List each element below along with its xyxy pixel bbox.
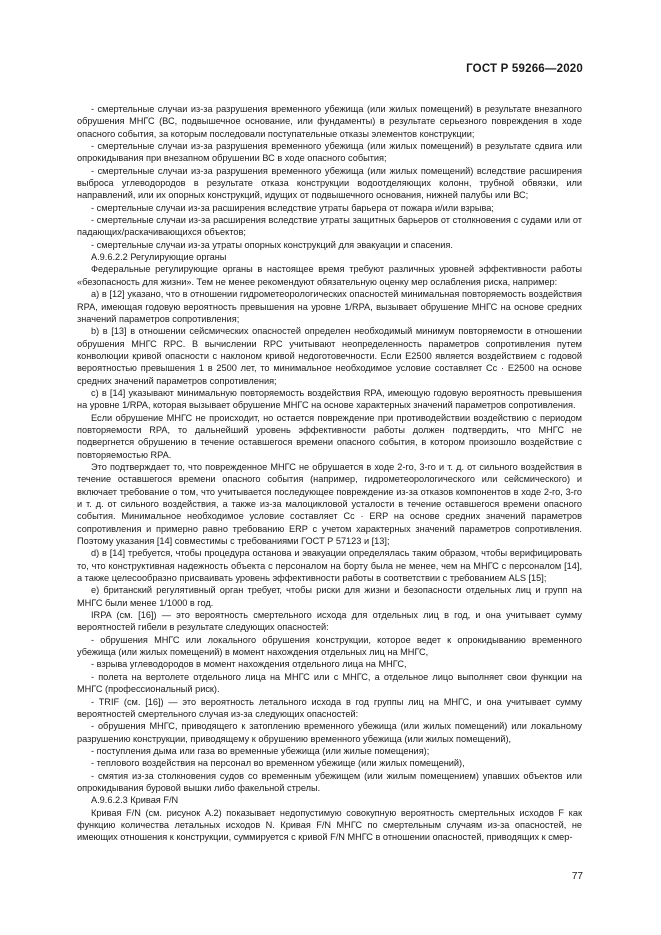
paragraph: d) в [14] требуется, чтобы процедура останова и эвакуации определялась таким образом, чтобы верифицировать то, что конструктивная надежность объекта с персоналом на борту была не менее, чем на МНГС с персоналом [14], а также целесообразно присваивать уровень эффективности работы в соответствии с требованием ALS [15]; bbox=[77, 548, 582, 584]
document-code: ГОСТ Р 59266—2020 bbox=[466, 63, 583, 75]
section-heading: А.9.6.2.3 Кривая F/N bbox=[91, 795, 179, 806]
paragraph: - поступления дыма или газа во временные убежища (или жилые помещения); bbox=[91, 745, 430, 756]
paragraph: Кривая F/N (см. рисунок А.2) показывает недопустимую совокупную вероятность смертельных исходов F как функцию количества летальных исходов N. Кривая F/N МНГС по смертельным случаям из-за опасностей, не имеющих отношения к конструкции, суммируется с кривой F/N МНГС в отношении опасностей, приводящих к смер- bbox=[77, 807, 582, 843]
paragraph: - смертельные случаи из-за разрушения временного убежища (или жилых помещений) вследствие расширения выброса углеводородов в результате отказа конструкции водоотделяющих колонн, трубной обвязки, или направлений, или их опорных конструкций, идущих от подвышечного основания, нижней палубы или ВС; bbox=[77, 165, 582, 201]
paragraph: - взрыва углеводородов в момент нахождения отдельного лица на МНГС, bbox=[91, 659, 407, 670]
document-body bbox=[77, 103, 582, 844]
paragraph: - обрушения МНГС, приводящего к затоплению временного убежища (или жилых помещений) или локальному разрушению конструкции, приводящему к обрушению временного убежища (или жилых помещений), bbox=[77, 721, 582, 744]
paragraph: b) в [13] в отношении сейсмических опасностей определен необходимый минимум повторяемости в отношении обрушения МНГС RPC. В вычислении RPC учитывают неопределенность параметров сопротивления путем конволюции кривой опасности с наклоном кривой недоготовечности. Если E2500 является воздействием с годовой вероятностью превышения 1 в 2500 лет, то минимальное необходимое условие составляет Cc · E2500 на основе средних значений параметров сопротивления; bbox=[77, 326, 582, 386]
paragraph: - смертельные случаи из-за разрушения временного убежища (или жилых помещений) в результате сдвига или опрокидывания при внезапном обрушении ВС в ходе опасного события; bbox=[77, 141, 582, 164]
page-number: 77 bbox=[571, 871, 583, 882]
section-heading: А.9.6.2.2 Регулирующие органы bbox=[91, 252, 227, 263]
paragraph: - смертельные случаи из-за утраты опорных конструкций для эвакуации и спасения. bbox=[91, 239, 453, 250]
paragraph: - теплового воздействия на персонал во временном убежище (или жилых помещений), bbox=[91, 758, 465, 769]
paragraph: IRPA (см. [16]) — это вероятность смертельного исхода для отдельных лиц в год, и она учитывает сумму вероятностей гибели в результате следующих опасностей: bbox=[77, 610, 582, 633]
paragraph: Федеральные регулирующие органы в настоящее время требуют различных уровней эффективности работы «безопасность для жизни». Тем не менее рекомендуют обязательную оценку мер ослабления риска, например: bbox=[77, 264, 582, 287]
paragraph: - TRIF (см. [16]) — это вероятность летального исхода в год группы лиц на МНГС, и она учитывает сумму вероятностей смертельного случая из-за следующих опасностей: bbox=[77, 696, 582, 719]
paragraph: с) в [14] указывают минимальную повторяемость воздействия RPA, имеющую годовую вероятность превышения на уровне 1/RPA, которая вызывает обрушение МНГС на основе характерных значений параметров сопротивления. bbox=[77, 387, 582, 411]
paragraph: - смятия из-за столкновения судов со временным убежищем (или жилым помещением) упавших объектов или опрокидывания буровой вышки либо факельной стрелы. bbox=[77, 770, 582, 793]
paragraph: - смертельные случаи из-за расширения вследствие утраты защитных барьеров от столкновения с судами или от падающих/раскачивающихся объектов; bbox=[77, 215, 582, 238]
paragraph: Если обрушение МНГС не происходит, но остается повреждение при противодействии воздействию с периодом повторяемости RPA, то дальнейший уровень эффективности работы должен подтвердить, что МНГС не подвергнется обрушению в течение оставшегося времени опасного события, в котором произошло воздействие с повторяемостью RPA. bbox=[77, 412, 582, 460]
paragraph: - полета на вертолете отдельного лица на МНГС или с МНГС, а отдельное лицо выполняет свои функции на МНГС (профессиональный риск). bbox=[77, 671, 582, 695]
paragraph: - смертельные случаи из-за разрушения временного убежища (или жилых помещений) в результате внезапного обрушения МНГС (ВС, подвышечное основание, или фундаменты) в результате серьезного повреждения в ходе опасного события, за которым последовали поступательные отказы элементов конструкции; bbox=[77, 104, 582, 139]
paragraph: а) в [12] указано, что в отношении гидрометеорологических опасностей минимальная повторяемость воздействия RPA, имеющая годовую вероятность превышения на уровне 1/RPA, вызывает обрушение МНГС на основе средних значений параметров сопротивления; bbox=[77, 289, 582, 324]
paragraph: - обрушения МНГС или локального обрушения конструкции, которое ведет к опрокидыванию временного убежища (или жилых помещений) в момент нахождения отдельных лиц на МНГС, bbox=[77, 634, 582, 658]
paragraph: - смертельные случаи из-за расширения вследствие утраты барьера от пожара и/или взрыва; bbox=[91, 202, 494, 213]
paragraph: Это подтверждает то, что поврежденное МНГС не обрушается в ходе 2-го, 3-го и т. д. от сильного воздействия в течение оставшегося времени опасного события (например, гидрометеорологического или сейсмического) и включает требование о том, что учитывается последующее повреждение из-за отказов компонентов в ходе 2-го, 3-го и т. д. от сильного воздействия, а также из-за малоцикловой усталости в течение оставшегося времени опасного события. Минимальное необходимое условие составляет Cc · ERP на основе средних значений параметров сопротивления и примерно равно требованию ERP с учетом характерных значений параметров сопротивления. Поэтому указания [14] совместимы с требованиями ГОСТ Р 57123 и [13]; bbox=[77, 461, 582, 547]
paragraph: е) британский регулятивный орган требует, чтобы риски для жизни и безопасности отдельных лиц и групп на МНГС были менее 1/1000 в год. bbox=[77, 585, 582, 608]
